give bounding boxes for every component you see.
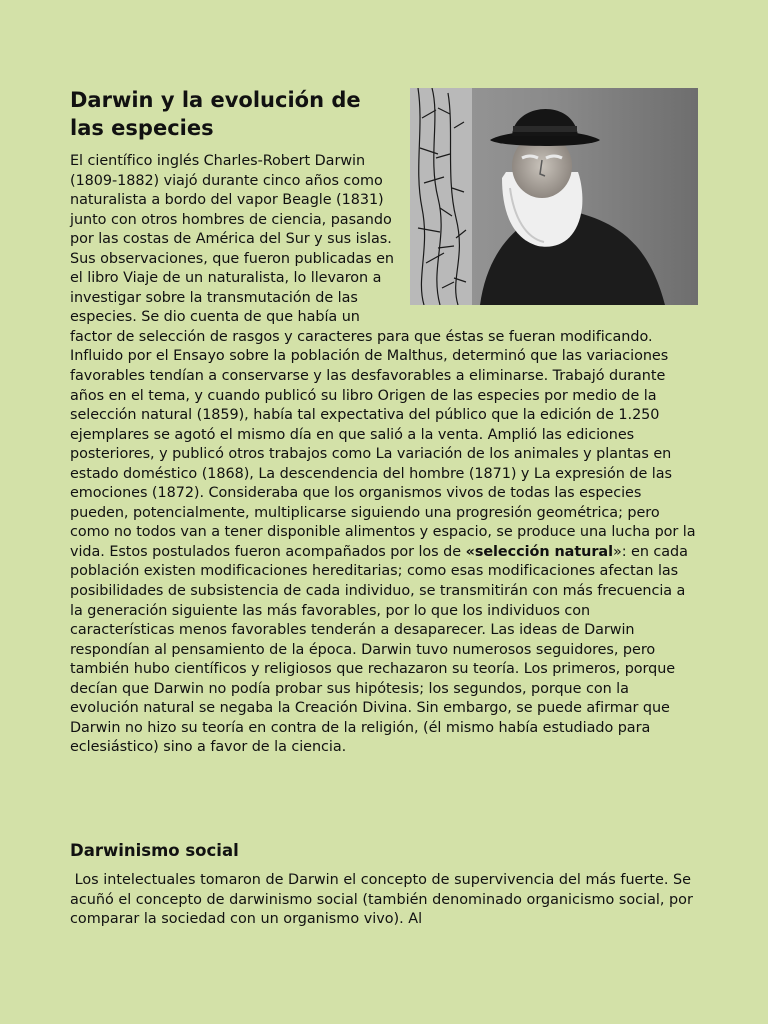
photo-wrap-spacer xyxy=(397,152,698,317)
section-title: Darwinismo social xyxy=(70,841,239,860)
section-body: Los intelectuales tomaron de Darwin el concepto de supervivencia del más fuerte. Se acuñó el concepto de darwinismo social (también denominado organicismo social, por comparar la sociedad con un organismo vivo). Al xyxy=(70,872,698,928)
article-title: Darwin y la evolución de las especies xyxy=(70,88,361,140)
paragraph-bold-term: «selección natural xyxy=(465,543,613,560)
paragraph-text-2: »: en cada población existen modificaciones hereditarias; como esas modificaciones afectan las posibilidades de subsistencia de cada individuo, se transmitirán con más frecuencia a la generación siguiente las más favorables, por lo que los individuos con características menos favorables tenderán a desaparecer. Las ideas de Darwin respondían al pensamiento de la época. Darwin tuvo numerosos seguidores, pero también hubo científicos y religiosos que rechazaron su teoría. Los primeros, porque decían que Darwin no podía probar sus hipótesis; los segundos, porque con la evolución natural se negaba la Creación Divina. Sin embargo, se puede afirmar que Darwin no hizo su teoría en contra de la religión, (él mismo había estudiado para eclesiástico) sino a favor de la ciencia. xyxy=(70,543,688,756)
paragraph-text-1: El científico inglés Charles-Robert Darwin (1809-1882) viajó durante cinco años como naturalista a bordo del vapor Beagle (1831) junto con otros hombres de ciencia, pasando por las costas de América del Sur y sus islas. Sus observaciones, que fueron publicadas en el libro Viaje de un naturalista, lo llevaron a investigar sobre la transmutación de las especies. Se dio cuenta de que había un factor de selección de rasgos y caracteres para que éstas se fueran modificando. Influido por el Ensayo sobre la población de Malthus, determinó que las variaciones favorables tendían a conservarse y las desfavorables a eliminarse. Trabajó durante años en el tema, y cuando publicó su libro Origen de las especies por medio de la selección natural (1859), había tal expectativa del público que la edición de 1.250 ejemplares se agotó el mismo día en que salió a la venta. Amplió las ediciones posteriores, y publicó otros trabajos como La variación de los animales y plantas en estado doméstico (1868), La descendencia del hombre (1871) y La expresión de las emociones (1872). Consideraba que los organismos vivos de todas las especies pueden, potencialmente, multiplicarse siguiendo una progresión geométrica; pero como no todos van a tener disponible alimentos y espacio, se produce una lucha por la vida. Estos postulados fueron acompañados por los de xyxy=(70,153,696,560)
article-body xyxy=(70,152,698,758)
